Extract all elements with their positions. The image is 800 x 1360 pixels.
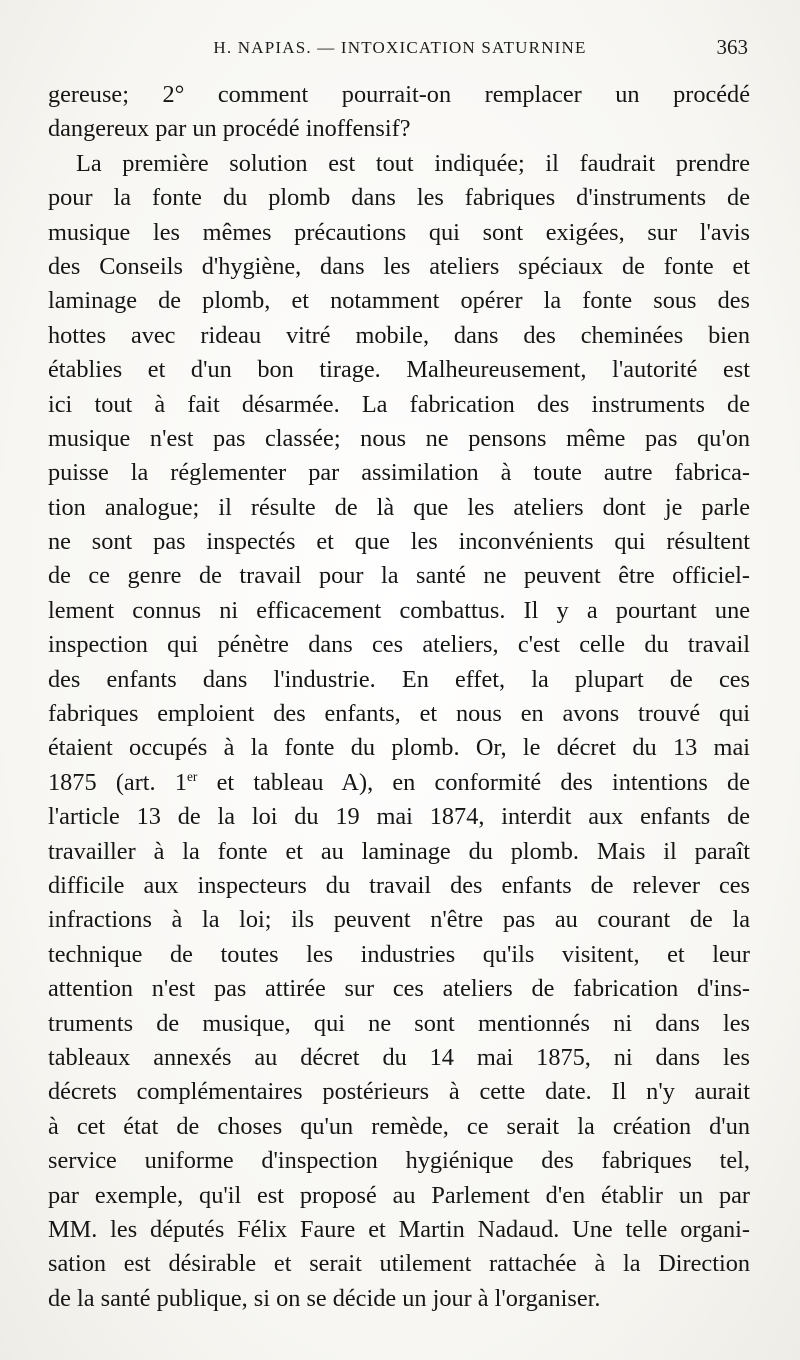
text-line: de ce genre de travail pour la santé ne peuvent être officiel- <box>48 562 750 590</box>
text-line: sation est désirable et serait utilement rattachée à la Direction <box>48 1250 750 1278</box>
text-line: hottes avec rideau vitré mobile, dans des cheminées bien <box>48 321 750 349</box>
text-line: étaient occupés à la fonte du plomb. Or, le décret du 13 mai <box>48 734 750 762</box>
text-line: musique les mêmes précautions qui sont exigées, sur l'avis <box>48 218 750 246</box>
text-line: difficile aux inspecteurs du travail des enfants de relever ces <box>48 871 750 899</box>
text-line: ici tout à fait désarmée. La fabrication des instruments de <box>48 390 750 418</box>
text-line: des Conseils d'hygiène, dans les ateliers spéciaux de fonte et <box>48 252 750 280</box>
text-line: dangereux par un procédé inoffensif? <box>48 115 411 143</box>
text-line: établies et d'un bon tirage. Malheureusement, l'autorité est <box>48 356 750 384</box>
text-line: technique de toutes les industries qu'ils visitent, et leur <box>48 940 750 968</box>
text-line: décrets complémentaires postérieurs à cette date. Il n'y aurait <box>48 1078 750 1106</box>
text-line: infractions à la loi; ils peuvent n'être pas au courant de la <box>48 906 750 934</box>
text-line: ne sont pas inspectés et que les inconvénients qui résultent <box>48 528 750 556</box>
text-line: laminage de plomb, et notamment opérer la fonte sous des <box>48 287 750 315</box>
text-line: tion analogue; il résulte de là que les ateliers dont je parle <box>48 493 750 521</box>
text-line: travailler à la fonte et au laminage du plomb. Mais il paraît <box>48 837 750 865</box>
text-line: à cet état de choses qu'un remède, ce serait la création d'un <box>48 1112 750 1140</box>
text-line: 1875 (art. 1er et tableau A), en conformité des intentions de <box>48 768 750 796</box>
text-line: gereuse; 2° comment pourrait-on remplacer un procédé <box>48 81 750 108</box>
text-line: de la santé publique, si on se décide un jour à l'organiser. <box>48 1284 601 1312</box>
text-line: service uniforme d'inspection hygiénique des fabriques tel, <box>48 1147 750 1175</box>
paragraph-continuation <box>48 78 750 147</box>
text-line: fabriques emploient des enfants, et nous en avons trouvé qui <box>48 700 750 728</box>
text-line: lement connus ni efficacement combattus. Il y a pourtant une <box>48 596 750 624</box>
page-number: 363 <box>716 35 748 59</box>
running-title: H. NAPIAS. — INTOXICATION SATURNINE <box>213 38 587 57</box>
text-line: par exemple, qu'il est proposé au Parlement d'en établir un par <box>48 1181 750 1209</box>
body-text <box>48 78 750 1316</box>
text-line: inspection qui pénètre dans ces ateliers, c'est celle du travail <box>48 631 750 659</box>
running-head <box>50 35 750 66</box>
text-line: pour la fonte du plomb dans les fabriques d'instruments de <box>48 184 750 212</box>
text-line: truments de musique, qui ne sont mentionnés ni dans les <box>48 1009 750 1037</box>
text-line: MM. les députés Félix Faure et Martin Nadaud. Une telle organi- <box>48 1215 750 1243</box>
text-line: musique n'est pas classée; nous ne pensons même pas qu'on <box>48 424 750 452</box>
text-line: attention n'est pas attirée sur ces ateliers de fabrication d'ins- <box>48 975 750 1003</box>
text-line: l'article 13 de la loi du 19 mai 1874, interdit aux enfants de <box>48 803 750 831</box>
text-line: La première solution est tout indiquée; il faudrait prendre <box>76 149 750 177</box>
text-line: des enfants dans l'industrie. En effet, la plupart de ces <box>48 665 750 693</box>
text-line: puisse la réglementer par assimilation à toute autre fabrica- <box>48 459 750 487</box>
text-line: tableaux annexés au décret du 14 mai 1875, ni dans les <box>48 1043 750 1071</box>
paragraph <box>48 147 750 1316</box>
